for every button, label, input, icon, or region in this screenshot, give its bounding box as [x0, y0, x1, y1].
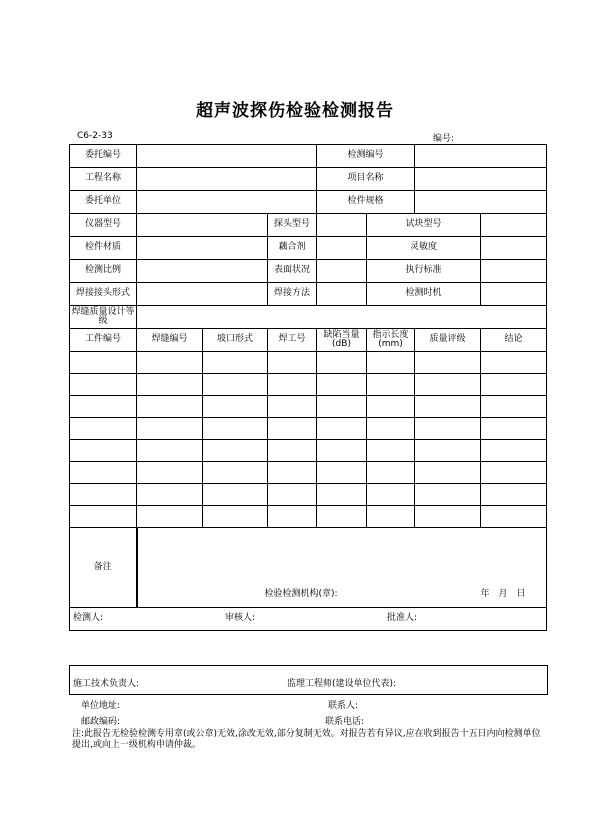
label-test-timing: 检测时机: [367, 283, 481, 306]
cell[interactable]: [137, 440, 203, 462]
cell[interactable]: [481, 418, 547, 440]
test-ratio-field[interactable]: [137, 260, 268, 283]
cell[interactable]: [203, 396, 268, 418]
cell[interactable]: [367, 396, 415, 418]
col-header: 焊缝编号: [137, 329, 203, 352]
label-test-ratio: 检测比例: [70, 260, 137, 283]
col-header: 结论: [481, 329, 547, 352]
cell[interactable]: [415, 506, 481, 528]
cell[interactable]: [481, 506, 547, 528]
table-row: [70, 374, 547, 396]
cell[interactable]: [70, 506, 137, 528]
sensitivity-field[interactable]: [481, 237, 547, 260]
cell[interactable]: [367, 462, 415, 484]
cell[interactable]: [367, 418, 415, 440]
cell[interactable]: [317, 484, 367, 506]
label-weld-quality-grade: 焊缝质量设计等级: [70, 306, 137, 329]
form-code: C6-2-33: [77, 131, 113, 141]
label-probe-model: 探头型号: [268, 214, 317, 237]
weld-method-field[interactable]: [317, 283, 367, 306]
contact-label: 联系人:: [328, 701, 359, 711]
unit-address-label: 单位地址:: [81, 701, 121, 711]
cell[interactable]: [137, 396, 203, 418]
column-header-row: [70, 329, 547, 352]
cell[interactable]: [268, 396, 317, 418]
construction-lead-label: 施工技术负责人:: [73, 679, 140, 689]
cell[interactable]: [137, 484, 203, 506]
cell[interactable]: [415, 418, 481, 440]
label-instrument-model: 仪器型号: [70, 214, 137, 237]
col-header: 工件编号: [70, 329, 137, 352]
cell[interactable]: [317, 506, 367, 528]
cell[interactable]: [203, 418, 268, 440]
cell[interactable]: [137, 506, 203, 528]
cell[interactable]: [317, 396, 367, 418]
col-header: 缺陷当量(dB): [317, 329, 367, 352]
cell[interactable]: [70, 374, 137, 396]
cell[interactable]: [481, 374, 547, 396]
cell[interactable]: [203, 484, 268, 506]
couplant-field[interactable]: [317, 237, 367, 260]
cell[interactable]: [317, 352, 367, 374]
label-entrust-unit: 委托单位: [70, 191, 137, 214]
col-header: 质量评级: [415, 329, 481, 352]
cell[interactable]: [137, 352, 203, 374]
cell[interactable]: [70, 418, 137, 440]
label-weld-joint-form: 焊接接头形式: [70, 283, 137, 306]
label-sensitivity: 灵敏度: [367, 237, 481, 260]
cell[interactable]: [415, 440, 481, 462]
cell[interactable]: [268, 462, 317, 484]
cell[interactable]: [137, 374, 203, 396]
signature-row: [70, 608, 547, 631]
cell[interactable]: [268, 418, 317, 440]
cell[interactable]: [203, 462, 268, 484]
label-couplant: 藕合剂: [268, 237, 317, 260]
project-name-field[interactable]: [137, 168, 317, 191]
cell[interactable]: [268, 440, 317, 462]
cell[interactable]: [317, 462, 367, 484]
remarks-field[interactable]: [137, 528, 547, 608]
cell[interactable]: [137, 418, 203, 440]
cell[interactable]: [481, 484, 547, 506]
cell[interactable]: [415, 462, 481, 484]
instrument-model-field[interactable]: [137, 214, 268, 237]
label-weld-method: 焊接方法: [268, 283, 317, 306]
col-header: 焊工号: [268, 329, 317, 352]
cell[interactable]: [415, 396, 481, 418]
cell[interactable]: [203, 506, 268, 528]
postcode-label: 邮政编码:: [81, 717, 121, 727]
entrust-unit-field[interactable]: [137, 191, 317, 214]
cell[interactable]: [268, 484, 317, 506]
label-item-name: 项目名称: [317, 168, 415, 191]
table-row: [70, 506, 547, 528]
cell[interactable]: [268, 374, 317, 396]
cell[interactable]: [70, 440, 137, 462]
piece-spec-field[interactable]: [415, 191, 547, 214]
cell[interactable]: [137, 462, 203, 484]
label-project-name: 工程名称: [70, 168, 137, 191]
label-surface-condition: 表面状况: [268, 260, 317, 283]
probe-model-field[interactable]: [317, 214, 367, 237]
remarks-label: 备注: [70, 528, 137, 608]
cell[interactable]: [203, 374, 268, 396]
cell[interactable]: [367, 374, 415, 396]
tester-label: 检测人:: [73, 613, 104, 623]
cell[interactable]: [481, 352, 547, 374]
cell[interactable]: [415, 374, 481, 396]
page-title: 超声波探伤检验检测报告: [196, 101, 394, 121]
cell[interactable]: [367, 440, 415, 462]
cell[interactable]: [367, 352, 415, 374]
report-table: [69, 144, 547, 631]
cell[interactable]: [70, 462, 137, 484]
table-row: [70, 462, 547, 484]
cell[interactable]: [481, 462, 547, 484]
phone-label: 联系电话:: [325, 717, 365, 727]
table-row: [70, 396, 547, 418]
surface-condition-field[interactable]: [317, 260, 367, 283]
cell[interactable]: [481, 440, 547, 462]
label-exec-standard: 执行标准: [367, 260, 481, 283]
construction-signature-box: [69, 665, 548, 695]
label-piece-spec: 检件规格: [317, 191, 415, 214]
cell[interactable]: [203, 440, 268, 462]
footnote: 注:此报告无检验检测专用章(或公章)无效,涂改无效,部分复制无效。对报告若有异议,应在收到报告十五日内向检测单位提出,或向上一级机构申请仲裁。: [72, 729, 541, 751]
label-test-block-model: 试块型号: [367, 214, 481, 237]
cell[interactable]: [367, 506, 415, 528]
cell[interactable]: [317, 440, 367, 462]
test-timing-field[interactable]: [481, 283, 547, 306]
label-piece-material: 检件材质: [70, 237, 137, 260]
cell[interactable]: [367, 484, 415, 506]
col-header: 指示长度(mm): [367, 329, 415, 352]
weld-quality-grade-field[interactable]: [137, 306, 547, 329]
label-test-no: 检测编号: [317, 145, 415, 168]
piece-material-field[interactable]: [137, 237, 268, 260]
date-label: 年 月 日: [480, 588, 526, 599]
cell[interactable]: [70, 396, 137, 418]
cell[interactable]: [481, 396, 547, 418]
item-name-field[interactable]: [415, 168, 547, 191]
cell[interactable]: [317, 374, 367, 396]
table-row: [70, 418, 547, 440]
label-entrust-no: 委托编号: [70, 145, 137, 168]
test-no-field[interactable]: [415, 145, 547, 168]
entrust-no-field[interactable]: [137, 145, 317, 168]
org-seal-label: 检验检测机构(章):: [264, 588, 338, 599]
table-row: [70, 484, 547, 506]
cell[interactable]: [415, 352, 481, 374]
test-block-model-field[interactable]: [481, 214, 547, 237]
cell[interactable]: [70, 352, 137, 374]
table-row: [70, 440, 547, 462]
table-row: [70, 352, 547, 374]
approver-label: 批准人:: [387, 613, 418, 623]
number-label: 编号:: [433, 134, 455, 144]
cell[interactable]: [317, 418, 367, 440]
supervisor-label: 监理工程师(建设单位代表):: [287, 679, 397, 689]
cell[interactable]: [70, 484, 137, 506]
cell[interactable]: [268, 352, 317, 374]
exec-standard-field[interactable]: [481, 260, 547, 283]
reviewer-label: 审核人:: [225, 613, 256, 623]
cell[interactable]: [203, 352, 268, 374]
weld-joint-form-field[interactable]: [137, 283, 268, 306]
cell[interactable]: [415, 484, 481, 506]
col-header: 坡口形式: [203, 329, 268, 352]
cell[interactable]: [268, 506, 317, 528]
